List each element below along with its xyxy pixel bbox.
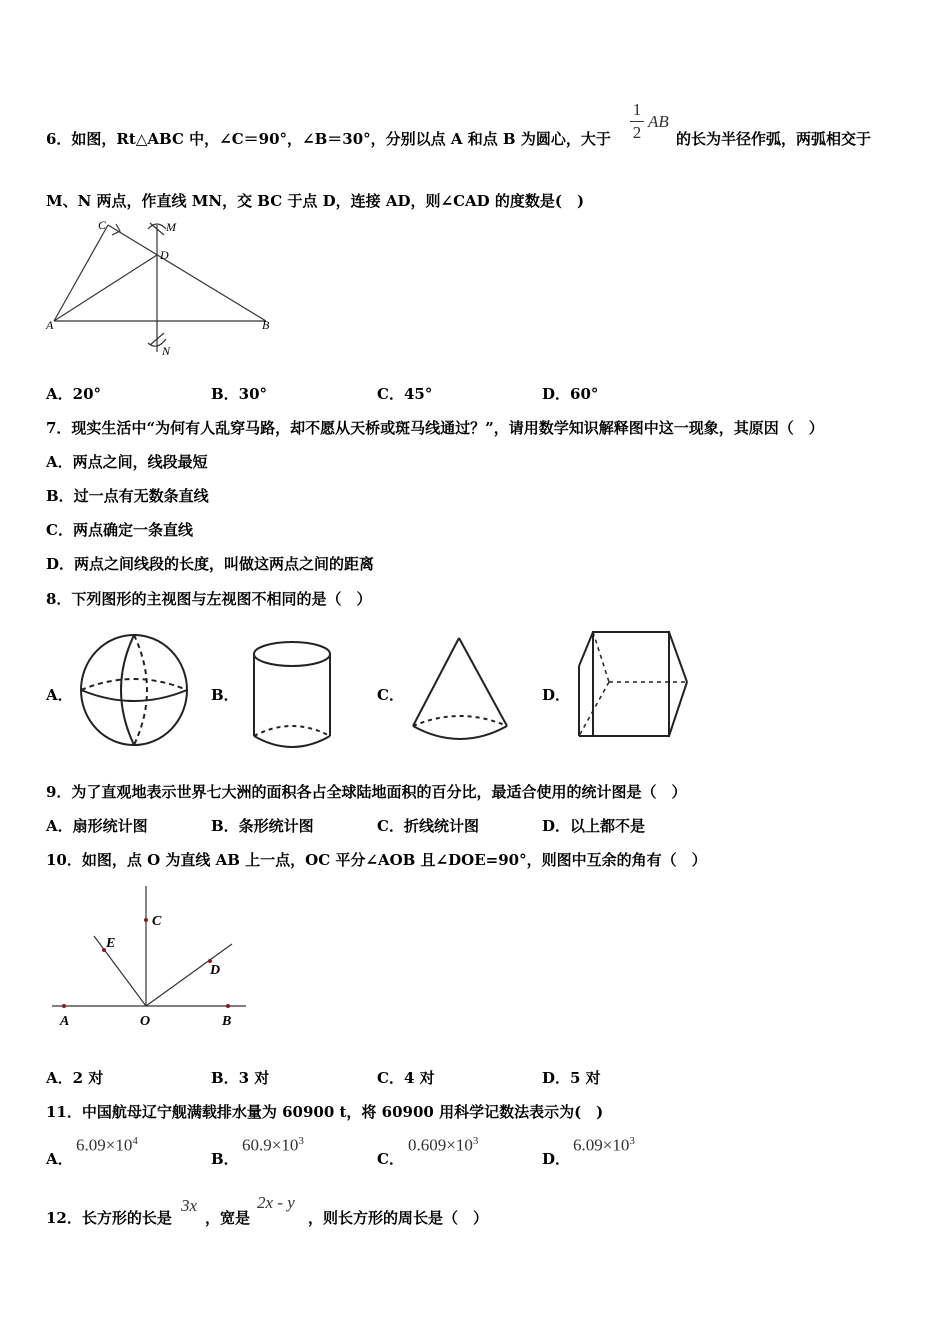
cylinder-figure <box>250 640 336 752</box>
q11-stem: 11．中国航母辽宁舰满载排水量为 60900 t，将 60900 用科学记数法表示为( ) <box>46 1103 604 1121</box>
q8-option-c[interactable]: C． <box>377 686 404 704</box>
q6-label-b: B <box>262 318 270 332</box>
sphere-figure <box>78 632 194 750</box>
q11-option-c-label[interactable]: C． <box>377 1150 404 1168</box>
q8-option-d[interactable]: D． <box>542 686 571 704</box>
q8-option-a[interactable]: A． <box>46 686 73 704</box>
q7-option-d[interactable]: D．两点之间线段的长度，叫做这两点之间的距离 <box>46 555 375 573</box>
q10-label-d: D <box>210 963 221 978</box>
q11-option-a-label[interactable]: A． <box>46 1150 73 1168</box>
q11-option-b-value[interactable]: $60.9\times 10^3$ <box>242 1135 304 1155</box>
q12-length-expr: 3x <box>181 1196 198 1215</box>
q10-label-e: E <box>106 936 116 951</box>
q7-option-b[interactable]: B．过一点有无数条直线 <box>46 487 209 505</box>
q11-option-d-value[interactable]: $6.09\times 10^3$ <box>573 1135 635 1155</box>
q6-frac-den: 2 <box>632 123 642 142</box>
q6-stem-pre: 6．如图，Rt△ABC 中，∠C＝90°，∠B＝30°，分别以点 A 和点 B 为圆心，大于 <box>46 130 611 148</box>
q8-stem: 8．下列图形的主视图与左视图不相同的是（ ） <box>46 590 372 608</box>
q6-label-n: N <box>162 344 171 358</box>
q11-option-b-label[interactable]: B． <box>211 1150 239 1168</box>
q7-option-c[interactable]: C．两点确定一条直线 <box>46 521 193 539</box>
q9-option-a[interactable]: A．扇形统计图 <box>46 817 148 835</box>
q10-option-d[interactable]: D．5 对 <box>542 1069 601 1087</box>
prism-figure <box>575 628 691 740</box>
q6-stem-line1 <box>46 128 611 149</box>
q10-label-b: B <box>222 1014 232 1029</box>
q10-option-a[interactable]: A．2 对 <box>46 1069 104 1087</box>
q7-stem: 7．现实生活中“为何有人乱穿马路，却不愿从天桥或斑马线通过？”，请用数学知识解释图中这一现象，其原因（ ） <box>46 419 824 437</box>
q6-label-m: M <box>166 220 176 234</box>
cone-figure <box>407 634 515 746</box>
q12-width-expr: 2x - y <box>257 1193 295 1212</box>
q6-label-a: A <box>46 318 54 332</box>
q6-label-c: C <box>98 218 107 232</box>
q8-option-b[interactable]: B． <box>211 686 239 704</box>
q9-option-d[interactable]: D．以上都不是 <box>542 817 646 835</box>
q6-option-d[interactable]: D．60° <box>542 385 599 403</box>
q9-option-b[interactable]: B．条形统计图 <box>211 817 314 835</box>
q11-option-c-value[interactable]: $0.609\times 10^3$ <box>408 1135 479 1155</box>
q6-option-c[interactable]: C．45° <box>377 385 433 403</box>
q10-figure <box>48 882 258 1032</box>
q6-frac-var: AB <box>648 112 669 131</box>
q10-label-c: C <box>152 914 162 929</box>
q7-option-a[interactable]: A．两点之间，线段最短 <box>46 453 208 471</box>
q9-option-c[interactable]: C．折线统计图 <box>377 817 479 835</box>
q11-option-d-label[interactable]: D． <box>542 1150 571 1168</box>
q12-stem-pre: 12．长方形的长是 <box>46 1209 172 1227</box>
q10-label-o: O <box>140 1014 151 1029</box>
q6-frac-num: 1 <box>632 100 642 119</box>
q12-stem-mid: ，宽是 <box>205 1209 251 1227</box>
q6-stem-post: 的长为半径作弧，两弧相交于 <box>676 130 872 148</box>
q10-stem: 10．如图，点 O 为直线 AB 上一点，OC 平分∠AOB 且∠DOE=90°，则图中互余的角有（ ） <box>46 851 707 869</box>
q10-option-c[interactable]: C．4 对 <box>377 1069 435 1087</box>
q11-option-a-value[interactable]: $6.09\times 10^4$ <box>76 1135 138 1155</box>
q6-figure <box>40 215 280 365</box>
q6-option-b[interactable]: B．30° <box>211 385 268 403</box>
q6-fraction <box>630 100 644 143</box>
q6-stem-line2: M、N 两点，作直线 MN，交 BC 于点 D，连接 AD，则∠CAD 的度数是( ) <box>46 192 585 210</box>
q12-stem-post: ，则长方形的周长是（ ） <box>308 1209 489 1227</box>
q6-label-d: D <box>160 248 169 262</box>
q6-option-a[interactable]: A．20° <box>46 385 102 403</box>
q10-option-b[interactable]: B．3 对 <box>211 1069 270 1087</box>
q9-stem: 9．为了直观地表示世界七大洲的面积各占全球陆地面积的百分比，最适合使用的统计图是（ ） <box>46 783 687 801</box>
q10-label-a: A <box>60 1014 70 1029</box>
